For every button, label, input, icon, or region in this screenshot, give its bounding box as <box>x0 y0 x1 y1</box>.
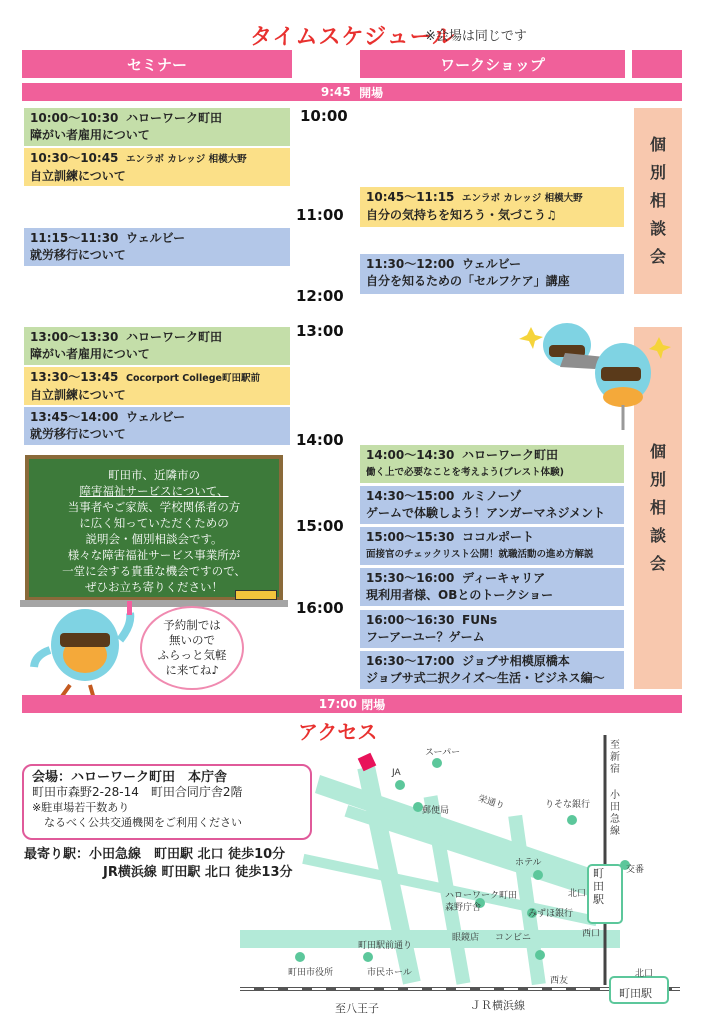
station-1-text: 小田急線 町田駅 北口 徒歩10分 <box>89 847 286 862</box>
time-mark: 10:00 <box>300 107 348 125</box>
board-line: 町田市、近隣市の <box>108 468 200 482</box>
map-label-super: スーパー <box>425 748 461 758</box>
map-label-jr-line: ＪＲ横浜線 <box>470 999 525 1012</box>
slot-org: ルミノーゾ <box>462 489 522 503</box>
bubble-line: ふらっと気軽 <box>157 648 227 662</box>
map-label-koban: 交番 <box>626 865 645 875</box>
workshop-slot <box>360 254 624 294</box>
consult-char: 相 <box>649 191 666 210</box>
workshop-slot <box>360 486 624 524</box>
slot-time: 14:00〜14:30 <box>366 448 455 462</box>
seminar-slot <box>24 407 290 445</box>
slot-org: FUNs <box>462 613 498 627</box>
slot-time: 11:15〜11:30 <box>30 231 119 245</box>
consult-char: 会 <box>649 247 666 266</box>
slot-org: ハローワーク町田 <box>126 111 223 125</box>
slot-time: 15:00〜15:30 <box>366 530 455 544</box>
bubble-line: に来てね♪ <box>165 663 219 677</box>
board-line: ぜひお立ち寄りください！ <box>85 580 223 594</box>
map-label-kitaguchi: 北口 <box>568 889 587 899</box>
venue-info-box <box>22 764 312 840</box>
time-mark: 13:00 <box>296 322 344 340</box>
slot-title: 自立訓練について <box>30 388 126 402</box>
slot-org: Cocorport College町田駅前 <box>126 373 260 384</box>
workshop-slot <box>360 527 624 565</box>
slot-title: 自分の気持ちを知ろう・気づこう♫ <box>366 208 557 222</box>
slot-org: エンラボ カレッジ 相模大野 <box>462 193 583 204</box>
map-label-city-hall: 町田市役所 <box>288 968 334 978</box>
venue-address: 町田市森野2-28-14 町田合同庁舎2階 <box>32 785 243 799</box>
time-mark: 14:00 <box>296 431 344 449</box>
seminar-slot <box>24 228 290 266</box>
slot-org: ウェルビー <box>126 231 186 245</box>
slot-title: 就労移行について <box>30 427 126 441</box>
map-label-mizuho: みずほ銀行 <box>528 909 574 919</box>
slot-time: 16:30〜17:00 <box>366 654 455 668</box>
time-mark: 12:00 <box>296 287 344 305</box>
slot-title: 働く上で必要なことを考えよう(ブレスト体験) <box>366 467 565 478</box>
individual-consult-am <box>634 108 682 294</box>
slot-org: エンラボ カレッジ 相模大野 <box>126 154 247 165</box>
workshop-slot <box>360 610 624 648</box>
slot-time: 10:45〜11:15 <box>366 190 455 204</box>
consult-char: 相 <box>649 498 666 517</box>
bubble-line: 予約制では <box>163 618 221 632</box>
map-label-sakae: 栄通り <box>476 793 506 812</box>
open-time: 9:45 <box>320 85 351 99</box>
map-label-post: 郵便局 <box>422 806 450 816</box>
slot-org: ウェルビー <box>126 410 186 424</box>
time-mark: 11:00 <box>296 206 344 224</box>
slot-time: 15:30〜16:00 <box>366 571 455 585</box>
consult-char: 個 <box>649 442 666 461</box>
seminar-slot <box>24 367 290 405</box>
map-label-resona: りそな銀行 <box>545 800 591 810</box>
consult-char: 談 <box>649 219 666 238</box>
map-label-station-street: 町田駅前通り <box>358 941 413 951</box>
workshop-slot <box>360 445 624 483</box>
time-mark: 16:00 <box>296 599 344 617</box>
seminar-slot <box>24 327 290 365</box>
map-label-ja: JA <box>392 768 401 778</box>
slot-time: 13:00〜13:30 <box>30 330 119 344</box>
bubble-line: 無いので <box>169 633 215 647</box>
consult-char: 別 <box>649 470 666 489</box>
board-line: 説明会・個別相談会です。 <box>85 532 223 546</box>
map-label-nishiguchi: 西口 <box>582 929 601 939</box>
slot-time: 16:00〜16:30 <box>366 613 455 627</box>
slot-title: ジョブサ式二択クイズ〜生活・ビジネス編〜 <box>366 671 605 685</box>
slot-title: 自分を知るための「セルフケア」講座 <box>366 274 570 288</box>
workshop-slot <box>360 187 624 227</box>
workshop-column-header: ワークショップ <box>360 50 625 78</box>
consult-char: 個 <box>649 135 666 154</box>
consult-column-header <box>632 50 682 78</box>
nearest-station-1 <box>24 846 285 864</box>
map-label-to-hachioji: 至八王子 <box>335 1002 379 1015</box>
slot-time: 10:30〜10:45 <box>30 151 119 165</box>
board-line: 様々な障害福祉サービス事業所が <box>67 548 241 562</box>
slot-title: 就労移行について <box>30 248 126 262</box>
slot-org: ウェルビー <box>462 257 522 271</box>
workshop-slot <box>360 651 624 689</box>
map-label-glasses: 眼鏡店 <box>452 933 480 943</box>
map-label-kitaguchi: 北口 <box>635 969 654 979</box>
map-label-hw2: 森野庁舎 <box>445 903 482 913</box>
slot-time: 10:00〜10:30 <box>30 111 119 125</box>
consult-char: 会 <box>649 554 666 573</box>
seminar-column-header: セミナー <box>22 50 292 78</box>
map-label-convenience: コンビニ <box>495 933 532 943</box>
map-label-hw1: ハローワーク町田 <box>445 891 518 901</box>
slot-time: 13:45〜14:00 <box>30 410 119 424</box>
slot-title: 面接官のチェックリスト公開！就職活動の進め方解説 <box>366 549 594 560</box>
speech-bubble <box>140 606 244 690</box>
consult-char: 談 <box>649 526 666 545</box>
board-line: 障害福祉サービスについて、 <box>79 484 229 498</box>
map-label-hotel: ホテル <box>515 858 542 868</box>
bird-teacher-illustration <box>30 595 140 705</box>
slot-org: ココルポート <box>462 530 535 544</box>
workshop-slot <box>360 568 624 606</box>
open-label: 開場 <box>359 85 384 100</box>
seminar-slot <box>24 108 290 146</box>
venue-name: 会場：ハローワーク町田 本庁舎 <box>32 770 228 785</box>
venue-note: ※会場は同じです <box>425 29 527 44</box>
slot-org: ディーキャリア <box>462 571 546 585</box>
parking-note: ※駐車場若干数あり <box>32 801 130 814</box>
slot-title: 現利用者様、OBとのトークショー <box>366 588 554 602</box>
access-title: アクセス <box>298 720 378 744</box>
bird-laptop-illustration <box>505 305 675 435</box>
nearest-label: 最寄り駅： <box>24 847 90 862</box>
board-line: 一堂に会する貴重な機会ですので、 <box>62 564 246 578</box>
slot-title: ゲームで体験しよう！アンガーマネジメント <box>366 506 606 520</box>
eraser <box>235 590 277 600</box>
page-title: タイムスケジュール <box>250 25 456 50</box>
consult-char: 別 <box>649 163 666 182</box>
slot-time: 13:30〜13:45 <box>30 370 119 384</box>
close-label: 閉場 <box>361 697 386 712</box>
close-time: 17:00 <box>318 697 357 711</box>
map-label-jr-station: 町田駅 <box>619 987 652 1000</box>
open-bar <box>22 83 682 101</box>
slot-title: 自立訓練について <box>30 169 126 183</box>
board-line: に広く知っていただくための <box>79 516 229 530</box>
slot-org: ハローワーク町田 <box>126 330 223 344</box>
seminar-slot <box>24 148 290 186</box>
slot-title: フーアーユー？ゲーム <box>366 630 485 644</box>
close-bar <box>22 695 682 713</box>
slot-time: 14:30〜15:00 <box>366 489 455 503</box>
map-label-odakyu-line: 小田急線 <box>610 790 620 837</box>
nearest-station-2: JR横浜線 町田駅 北口 徒歩13分 <box>103 865 293 880</box>
transit-note: なるべく公共交通機関をご利用ください <box>44 816 242 829</box>
slot-title: 障がい者雇用について <box>30 347 150 361</box>
map-label-odakyu-station: 町田駅 <box>593 867 604 906</box>
map-label-to-shinjuku: 至新宿 <box>610 740 620 775</box>
map-label-seiyu: 西友 <box>550 976 569 986</box>
time-mark: 15:00 <box>296 517 344 535</box>
board-line: 当事者やご家族、学校関係者の方 <box>67 500 241 514</box>
slot-org: ハローワーク町田 <box>462 448 559 462</box>
slot-time: 11:30〜12:00 <box>366 257 455 271</box>
info-blackboard <box>25 455 283 601</box>
slot-title: 障がい者雇用について <box>30 128 150 142</box>
slot-org: ジョブサ相模原橋本 <box>462 654 570 668</box>
map-label-civic-hall: 市民ホール <box>367 968 412 978</box>
